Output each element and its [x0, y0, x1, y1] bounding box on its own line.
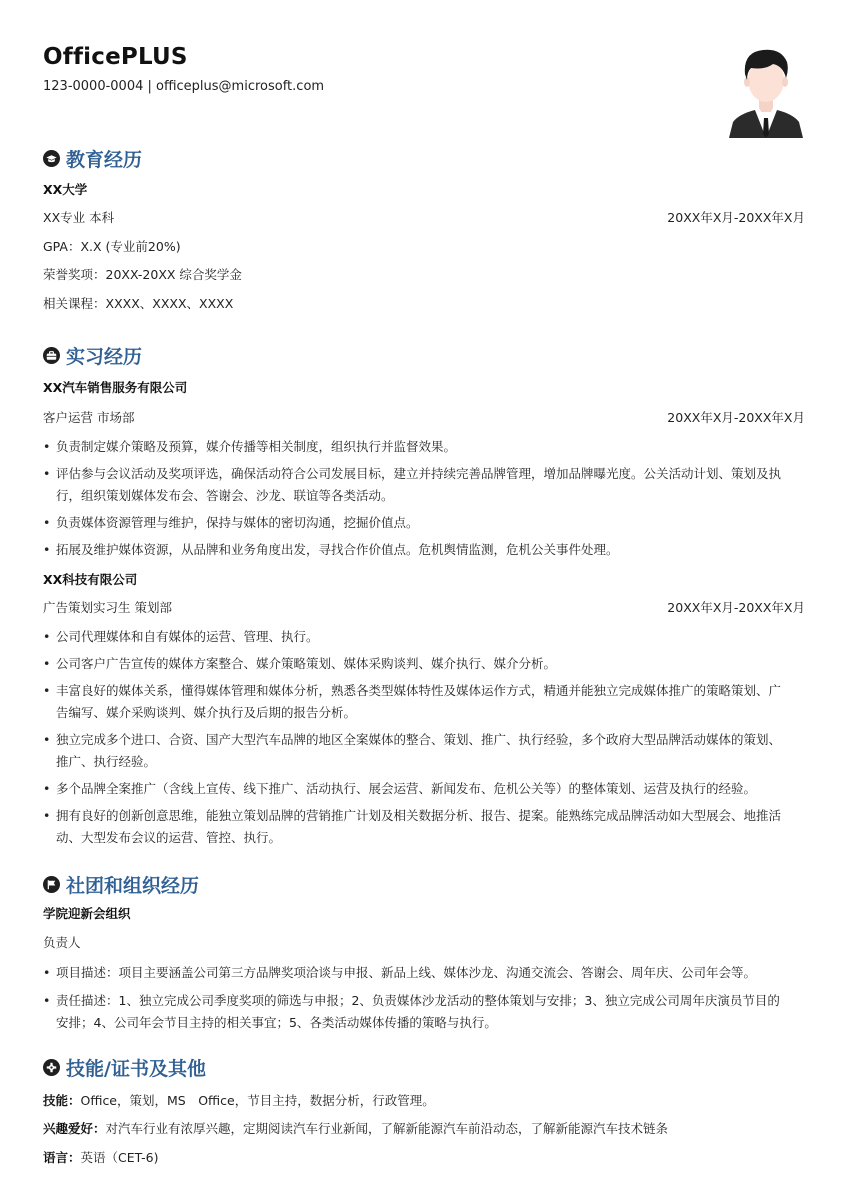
skills-value: Office，策划，MS Office，节目主持，数据分析，行政管理。 — [80, 1093, 435, 1108]
graduation-cap-icon — [43, 150, 60, 167]
list-item: • 拓展及维护媒体资源，从品牌和业务角度出发，寻找合作价值点。危机舆情监测，危机公关事件处理。 — [43, 539, 805, 561]
job-bullets — [43, 436, 805, 561]
list-item: • 公司代理媒体和自有媒体的运营、管理、执行。 — [43, 626, 805, 648]
club-bullets — [43, 962, 805, 1034]
job-date: 20XX年X月-20XX年X月 — [667, 410, 805, 425]
interests-key: 兴趣爱好： — [43, 1121, 106, 1136]
skills-row — [43, 1093, 435, 1109]
list-item: • 负责媒体资源管理与维护，保持与媒体的密切沟通，挖掘价值点。 — [43, 512, 805, 534]
list-item-line: 推广、执行经验。 — [56, 754, 157, 769]
internship-title: 实习经历 — [66, 345, 143, 368]
language-key: 语言： — [43, 1150, 81, 1165]
job-bullets — [43, 626, 805, 849]
list-item — [43, 729, 805, 773]
club-title: 社团和组织经历 — [66, 874, 200, 897]
job-role-row — [43, 410, 805, 426]
list-item — [43, 463, 805, 507]
education-section — [43, 145, 805, 171]
contact-info: 123-0000-0004 | officeplus@microsoft.com — [43, 79, 325, 94]
internship-section — [43, 342, 805, 368]
list-item — [43, 805, 805, 849]
language-value: 英语（CET-6) — [80, 1150, 159, 1165]
list-item: • 项目描述：项目主要涵盖公司第三方品牌奖项洽谈与申报、新品上线、媒体沙龙、沟通交流会、答谢会、周年庆、公司年会等。 — [43, 962, 805, 984]
interests-row — [43, 1121, 668, 1137]
org-role: 负责人 — [43, 935, 81, 950]
avatar — [729, 44, 803, 138]
education-major-row — [43, 210, 805, 226]
list-item-line: 行，组织策划媒体发布会、答谢会、沙龙、联谊等各类活动。 — [56, 488, 394, 503]
education-date: 20XX年X月-20XX年X月 — [667, 210, 805, 225]
job-role: 广告策划实习生 策划部 — [43, 600, 172, 615]
company-name: XX科技有限公司 — [43, 572, 138, 587]
list-item-line: 安排；4、公司年会节目主持的相关事宜；5、各类活动媒体传播的策略与执行。 — [56, 1015, 497, 1030]
education-courses: 相关课程：XXXX、XXXX、XXXX — [43, 296, 234, 311]
list-item-line: • 评估参与会议活动及奖项评选，确保活动符合公司发展目标，建立并持续完善品牌管理，增加品牌曝光度。公关活动计划、策划及执 — [56, 466, 782, 481]
skills-key: 技能： — [43, 1093, 81, 1108]
list-item: • 负责制定媒介策略及预算，媒介传播等相关制度，组织执行并监督效果。 — [43, 436, 805, 458]
list-item-line: • 丰富良好的媒体关系，懂得媒体管理和媒体分析，熟悉各类型媒体特性及媒体运作方式，精通并能独立完成媒体推广的策略策划、广 — [56, 683, 782, 698]
education-gpa: GPA：X.X (专业前20%) — [43, 239, 181, 254]
club-section — [43, 871, 805, 897]
list-item-line: • 责任描述：1、独立完成公司季度奖项的筛选与申报；2、负责媒体沙龙活动的整体策划与安排；3、独立完成公司周年庆演员节目的 — [56, 993, 780, 1008]
skills-section — [43, 1054, 805, 1080]
list-item: • 公司客户广告宣传的媒体方案整合、媒介策略策划、媒体采购谈判、媒介执行、媒介分析。 — [43, 653, 805, 675]
school-name: XX大学 — [43, 182, 88, 197]
flag-icon — [43, 876, 60, 893]
resume-name: OfficePLUS — [43, 44, 188, 70]
education-honors: 荣誉奖项：20XX-20XX 综合奖学金 — [43, 267, 242, 282]
list-item — [43, 680, 805, 724]
list-item-line: • 独立完成多个进口、合资、国产大型汽车品牌的地区全案媒体的整合、策划、推广、执行经验，多个政府大型品牌活动媒体的策划、 — [56, 732, 782, 747]
interests-value: 对汽车行业有浓厚兴趣，定期阅读汽车行业新闻，了解新能源汽车前沿动态，了解新能源汽车技术链条 — [105, 1121, 669, 1136]
list-item — [43, 990, 805, 1034]
list-item-line: 动、大型发布会议的运营、管控、执行。 — [56, 830, 282, 845]
skills-title: 技能/证书及其他 — [66, 1057, 206, 1080]
education-major: XX专业 本科 — [43, 210, 115, 225]
job-role-row — [43, 600, 805, 616]
list-item-line: 告编写、媒介采购谈判、媒介执行及后期的报告分析。 — [56, 705, 357, 720]
language-row — [43, 1150, 158, 1166]
list-item-line: • 拥有良好的创新创意思维，能独立策划品牌的营销推广计划及相关数据分析、报告、提案。能熟练完成品牌活动如大型展会、地推活 — [56, 808, 782, 823]
company-name: XX汽车销售服务有限公司 — [43, 380, 188, 395]
job-date: 20XX年X月-20XX年X月 — [667, 600, 805, 615]
job-role: 客户运营 市场部 — [43, 410, 135, 425]
briefcase-icon — [43, 347, 60, 364]
education-title: 教育经历 — [66, 148, 143, 171]
org-name: 学院迎新会组织 — [43, 906, 131, 921]
settings-icon — [43, 1059, 60, 1076]
list-item: • 多个品牌全案推广（含线上宣传、线下推广、活动执行、展会运营、新闻发布、危机公关等）的整体策划、运营及执行的经验。 — [43, 778, 805, 800]
